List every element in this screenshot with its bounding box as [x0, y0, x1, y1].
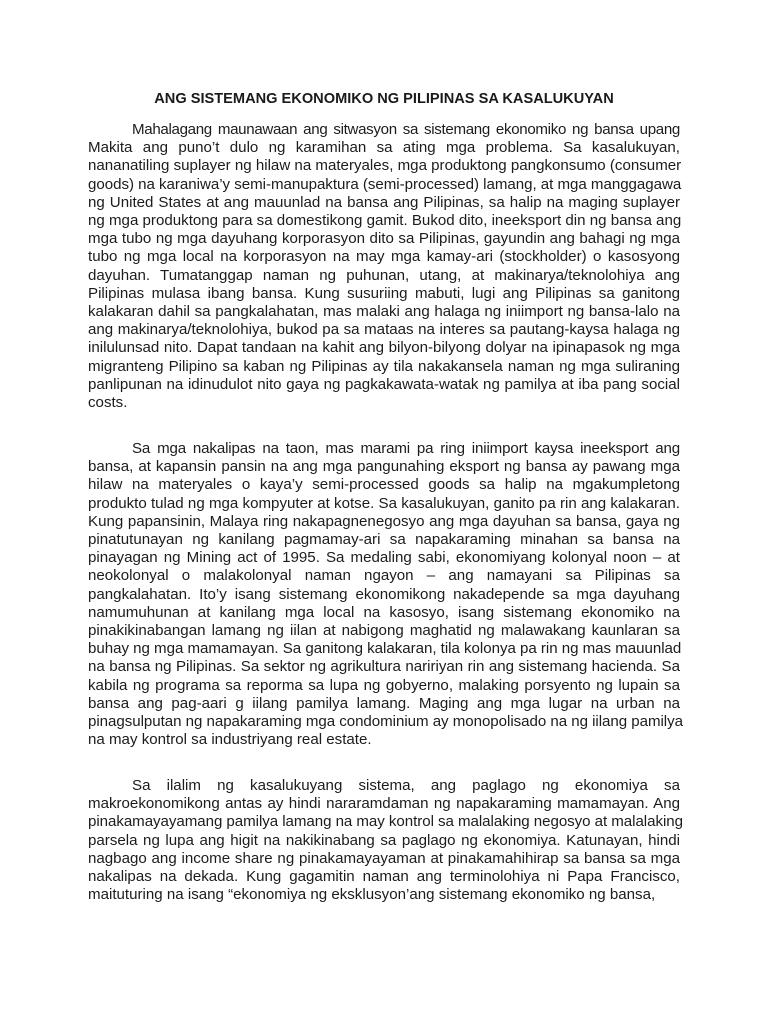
paragraph-line: ng mga produktong para sa domestikong gamit. Bukod dito, ineeksport din ng bansa ang [88, 212, 682, 230]
paragraph-line: pinakamayayamang pamilya lamang na may kontrol sa malalaking negosyo at malalaking [88, 813, 683, 831]
paragraph-line: neokolonyal o malakolonyal naman ngayon – ang namayani sa Pilipinas sa [88, 567, 680, 585]
paragraph-line: Kung papansinin, Malaya ring nakapagnenegosyo ang mga dayuhan sa bansa, gaya ng [88, 512, 680, 530]
document-title: ANG SISTEMANG EKONOMIKO NG PILIPINAS SA KASALUKUYAN [154, 91, 614, 107]
paragraph-line: parsela ng lupa ang higit na nakikinabang sa paglago ng ekonomiya. Katunayan, hindi [88, 831, 680, 849]
paragraph-1 [88, 121, 680, 412]
paragraph-line: pangkalahatan. Ito’y isang sistemang ekonomikong nakadepende sa mga dayuhang [88, 585, 680, 603]
paragraph-line: buhay ng mga mamamayan. Sa ganitong kalakaran, tila kolonya pa rin ng mas mauunlad [88, 640, 682, 658]
paragraph-2 [88, 440, 683, 749]
paragraph-line: inilulunsad nito. Dapat tandaan na kahit ang bilyon-bilyong dolyar na ipinapasok ng mga [88, 339, 680, 357]
paragraph-line: tubo ng mga local na korporasyon na may mga kamay-ari (stockholder) o kasosyong [88, 248, 680, 266]
paragraph-line: migranteng Pilipino sa kaban ng Pilipinas ay tila nakakansela naman ng mga suliraning [88, 357, 680, 375]
paragraph-line: nakalipas na dekada. Kung gagamitin naman ang terminolohiya ni Papa Francisco, [88, 868, 680, 886]
paragraph-line: Sa ilalim ng kasalukuyang sistema, ang paglago ng ekonomiya sa [132, 777, 680, 794]
paragraph-line: Pilipinas mulasa ibang bansa. Kung susuriing mabuti, lugi ang Pilipinas sa ganitong [88, 284, 680, 302]
paragraph-line: maituturing na isang “ekonomiya ng eksklusyon’ang sistemang ekonomiko ng bansa, [88, 886, 656, 904]
paragraph-line: ang makinarya/teknolohiya, bukod pa sa mataas na interes sa pautang-kaysa halaga ng [88, 321, 680, 339]
paragraph-line: ng United States at ang mauunlad na bansa ang Pilipinas, sa halip na maging suplayer [88, 193, 680, 211]
paragraph-line: nananatiling suplayer ng hilaw na materyales, mga produktong pangkonsumo (consumer [88, 157, 682, 175]
paragraph-line: costs. [88, 394, 128, 412]
paragraph-line: pinagsulputan ng napakaraming mga condominium ay monopolisado na ng iilang pamilya [88, 713, 683, 731]
paragraph-3 [88, 777, 683, 904]
paragraph-line: dayuhan. Tumatanggap naman ng puhunan, utang, at makinarya/teknolohiya ang [88, 266, 680, 284]
paragraph-line: namumuhunan at kanilang mga local na kasosyo, isang sistemang ekonomiko na [88, 603, 680, 621]
paragraph-line: bansa ang pag-aari g iilang pamilya lamang. Maging ang mga lugar na urban na [88, 694, 680, 712]
paragraph-line: pinatutunayan ng kanilang pagmamay-ari sa napakaraming minahan sa bansa na [88, 531, 680, 549]
paragraph-line: kabila ng programa sa reporma sa lupa ng gobyerno, malaking porsyento ng lupain sa [88, 676, 680, 694]
paragraph-line: pinayagan ng Mining act of 1995. Sa medaling sabi, ekonomiyang kolonyal noon – at [88, 549, 680, 567]
paragraph-line: hilaw na materyales o kaya’y semi-processed goods sa halip na mgakumpletong [88, 476, 680, 494]
paragraph-line: bansa, at kapansin pansin na ang mga pangunahing eksport ng bansa ay pawang mga [88, 458, 680, 476]
paragraph-line: nagbago ang income share ng pinakamayayaman at pinakamahihirap sa bansa sa mga [88, 849, 680, 867]
paragraph-line: pinakikinabangan lamang ng iilan at nabigong maghatid ng malawakang kaunlaran sa [88, 622, 680, 640]
paragraph-line: Sa mga nakalipas na taon, mas marami pa ring iniimport kaysa ineeksport ang [132, 440, 680, 457]
paragraph-line: mga tubo ng mga dayuhang korporasyon dito sa Pilipinas, gayundin ang bahagi ng mga [88, 230, 680, 248]
paragraph-line: kalakaran dahil sa pangkalahatan, mas malaki ang halaga ng iniimport ng bansa-lalo na [88, 303, 680, 321]
paragraph-line: panlipunan na idinudulot nito gaya ng pagkakawata-watak ng pamilya at iba pang social [88, 375, 680, 393]
paragraph-line: Mahalagang maunawaan ang sitwasyon sa sistemang ekonomiko ng bansa upang [132, 121, 680, 138]
paragraph-line: na bansa ng Pilipinas. Sa sektor ng agrikultura naririyan rin ang sistemang hacienda. Sa [88, 658, 680, 676]
paragraph-line: produkto tulad ng mga kompyuter at kotse. Sa kasalukuyan, ganito pa rin ang kalakaran. [88, 494, 680, 512]
paragraph-line: goods) na karaniwa’y semi-manupaktura (semi-processed) lamang, at mga manggagawa [88, 175, 682, 193]
paragraph-line: Makita ang puno’t dulo ng karamihan sa ating mga problema. Sa kasalukuyan, [88, 139, 680, 157]
paragraph-line: na may kontrol sa industriyang real estate. [88, 731, 372, 749]
paragraph-line: makroekonomikong antas ay hindi nararamdaman ng napakaraming mamamayan. Ang [88, 795, 680, 813]
